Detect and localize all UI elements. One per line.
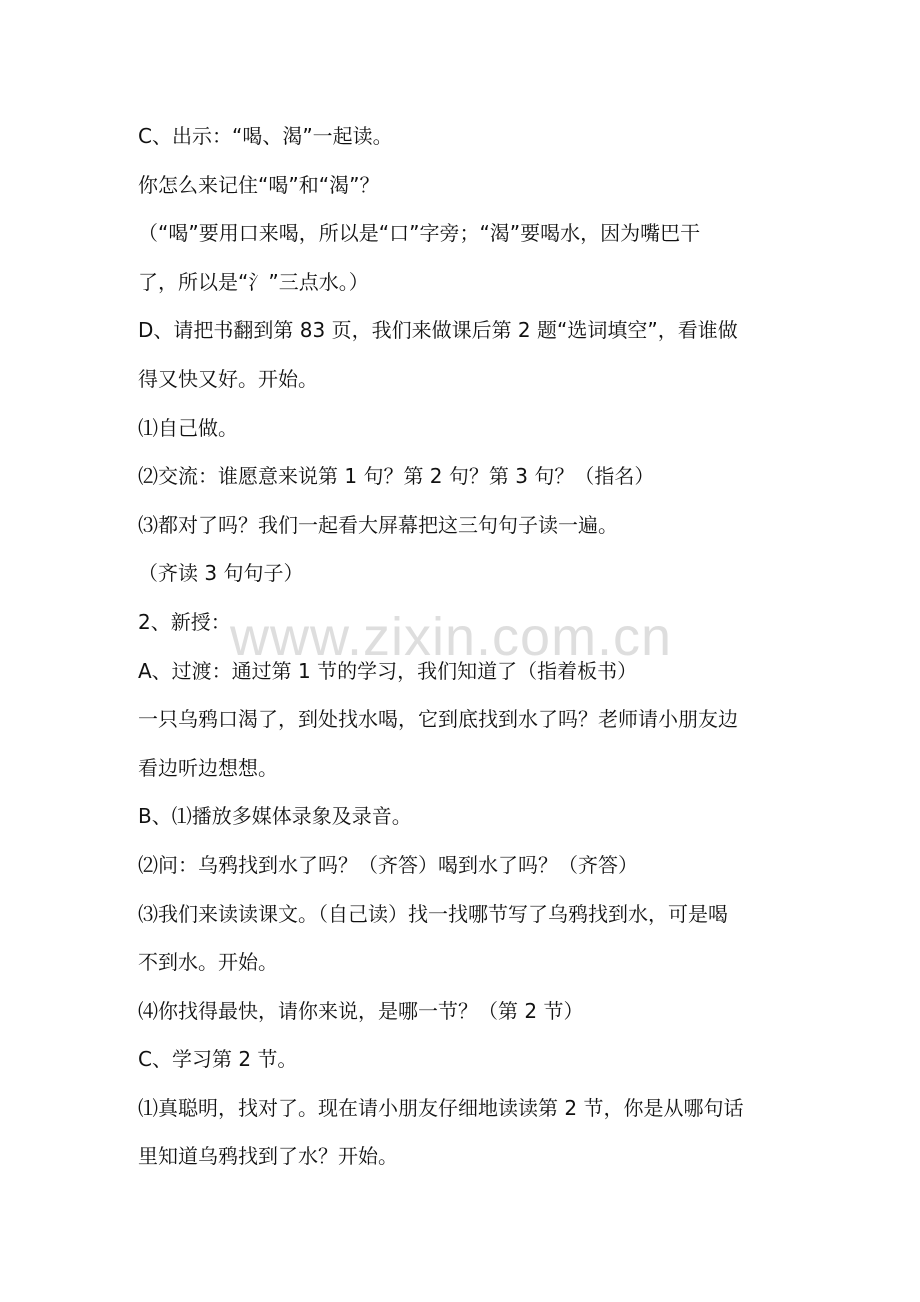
text-line: B、⑴播放多媒体录象及录音。 xyxy=(138,804,412,829)
text-line: 不到水。开始。 xyxy=(138,950,278,975)
text-line: D、请把书翻到第 83 页，我们来做课后第 2 题“选词填空”，看谁做 xyxy=(138,318,738,343)
text-line: ⑴真聪明，找对了。现在请小朋友仔细地读读第 2 节，你是从哪句话 xyxy=(138,1095,744,1120)
text-line: ⑵交流：谁愿意来说第 1 句？第 2 句？第 3 句？（指名） xyxy=(138,464,655,489)
text-line: C、出示：“喝、渴”一起读。 xyxy=(138,124,393,148)
document-body xyxy=(138,112,788,1181)
text-line: ⑷你找得最快，请你来说，是哪一节？（第 2 节） xyxy=(138,998,584,1023)
text-line: A、过渡：通过第 1 节的学习，我们知道了（指着板书） xyxy=(138,658,638,683)
text-line: 得又快又好。开始。 xyxy=(138,366,318,391)
text-line: ⑶我们来读读课文。（自己读）找一找哪节写了乌鸦找到水，可是喝 xyxy=(138,901,728,926)
text-line: （“喝”要用口来喝，所以是“口”字旁；“渴”要喝水，因为嘴巴干 xyxy=(138,221,701,246)
text-line: 了，所以是“氵”三点水。） xyxy=(138,269,369,294)
text-line: （齐读 3 句句子） xyxy=(138,561,304,586)
text-line: 你怎么来记住“喝”和“渴”？ xyxy=(138,172,380,197)
text-line: C、学习第 2 节。 xyxy=(138,1047,298,1072)
text-line: 2、新授： xyxy=(138,609,231,634)
text-line: ⑵问：乌鸦找到水了吗？（齐答）喝到水了吗？（齐答） xyxy=(138,852,638,877)
text-line: ⑶都对了吗？我们一起看大屏幕把这三句句子读一遍。 xyxy=(138,512,618,537)
text-line: 里知道乌鸦找到了水？开始。 xyxy=(138,1144,398,1169)
text-line: ⑴自己做。 xyxy=(138,415,238,440)
watermark: www.zixin.com.cn xyxy=(230,607,673,667)
text-line: 一只乌鸦口渴了，到处找水喝，它到底找到水了吗？老师请小朋友边 xyxy=(138,707,738,732)
text-line: 看边听边想想。 xyxy=(138,755,278,780)
